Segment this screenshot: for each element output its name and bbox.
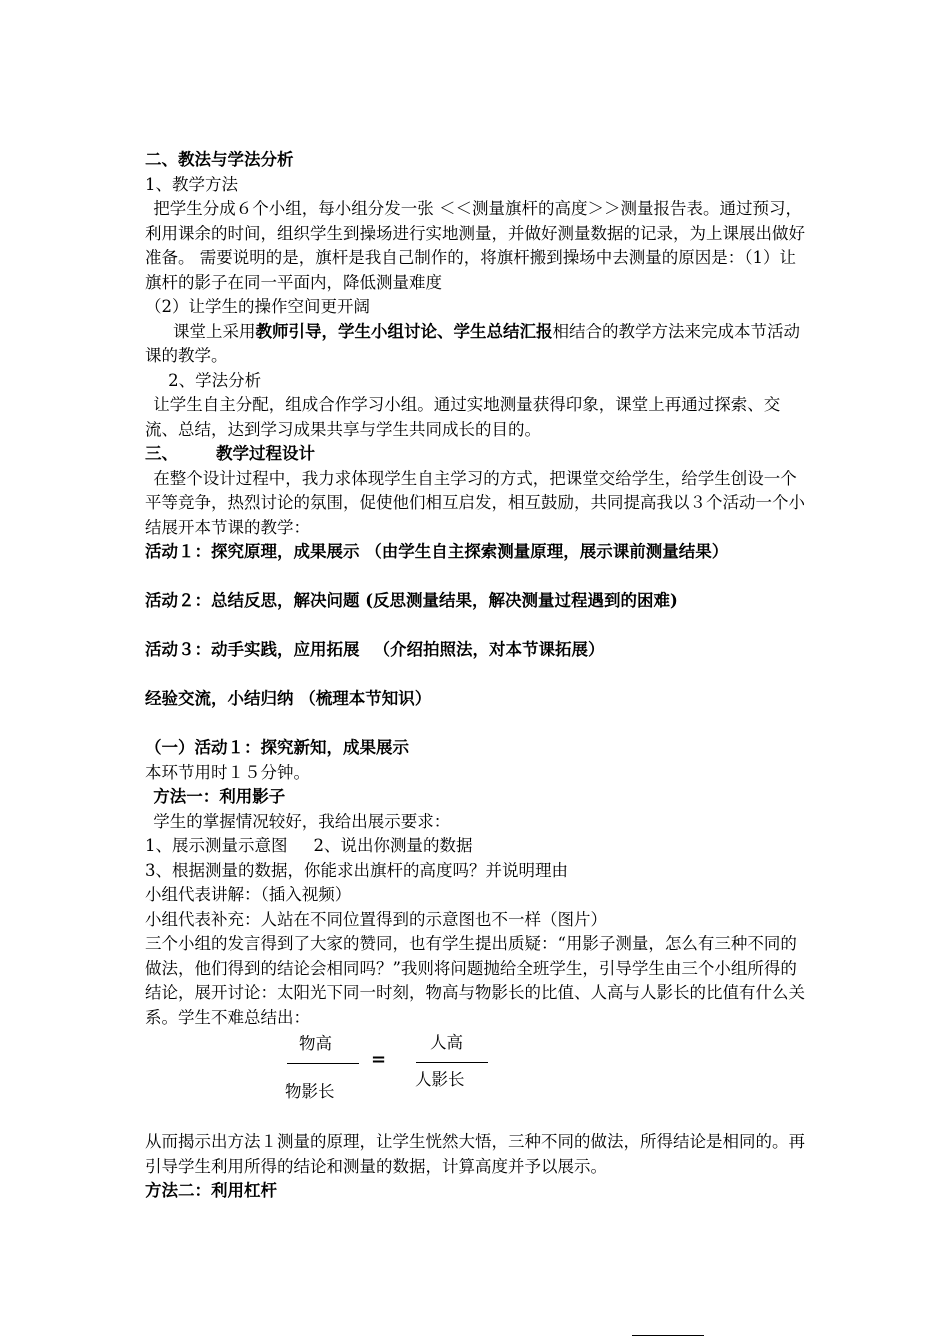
ratio-formula (145, 1030, 810, 1130)
paragraph-class-method (145, 320, 810, 369)
part1-heading: （一）活动１：探究新知，成果展示 (145, 738, 409, 757)
method2-title: 方法二：利用杠杆 (145, 1181, 277, 1200)
representative-explain: 小组代表讲解：（插入视频） (145, 885, 352, 904)
bold-methods: 教师引导，学生小组讨论、学生总结汇报 (255, 321, 553, 341)
text: 相结合的教学方法来完成本节活动课的教学。 (145, 321, 801, 365)
paragraph-grouping: 把学生分成６个小组，每小组分发一张 ＜＜测量旗杆的高度＞＞测量报告表。通过预习，利用课余的时间，组织学生到操场进行实地测量，并做好测量数据的记录，为上课展出做好准备。 需要说明的是，旗杆是我自己制作的，将旗杆搬到操场中去测量的原因是：（1）让旗杆的影子在同一平面内，降低测量难度 (145, 199, 805, 292)
document-body (145, 148, 810, 1204)
requirement-3: 3、根据测量的数据，你能求出旗杆的高度吗？并说明理由 (145, 860, 568, 880)
formula-right-fraction-bar (416, 1062, 488, 1063)
activity-2-line: 活动２：总结反思，解决问题 (反思测量结果，解决测量过程遇到的困难) (145, 591, 678, 610)
paragraph-point-2: （2）让学生的操作空间更开阔 (145, 297, 370, 316)
conclusion-paragraph: 从而揭示出方法１测量的原理，让学生恍然大悟，三种不同的做法，所得结论是相同的。再引导学生利用所得的结论和测量的数据，计算高度并予以展示。 (145, 1132, 805, 1176)
requirement-2: 2、说出你测量的数据 (313, 836, 473, 855)
formula-left-denominator: 物影长 (285, 1082, 335, 1101)
method1-title: 方法一：利用影子 (153, 787, 286, 806)
section-heading-teaching-analysis: 二、教法与学法分析 (145, 150, 294, 169)
requirement-1: 1、展示测量示意图 (145, 836, 288, 855)
heading-text: 教学过程设计 (216, 444, 315, 463)
activity-3-line: 活动３：动手实践，应用拓展 （介绍拍照法，对本节课拓展） (145, 640, 605, 659)
discussion-paragraph: 三个小组的发言得到了大家的赞同，也有学生提出质疑：“用影子测量，怎么有三种不同的做法，他们得到的结论会相同吗？”我则将问题抛给全班学生，引导学生由三个小组所得的结论，展开讨论：太阳光下同一时刻，物高与物影长的比值、人高与人影长的比值有什么关系。学生不难总结出： (145, 934, 805, 1027)
text: 课堂上采用 (173, 321, 256, 341)
heading-number: 三、 (145, 444, 178, 463)
activity-1-line: 活动１：探究原理，成果展示 （由学生自主探索测量原理，展示课前测量结果） (145, 542, 729, 561)
formula-right-denominator: 人影长 (415, 1070, 465, 1089)
subheading-teaching-method: 1、教学方法 (145, 174, 238, 194)
formula-left-numerator: 物高 (299, 1034, 332, 1053)
formula-equals: = (371, 1049, 387, 1070)
paragraph-process-intro: 在整个设计过程中，我力求体现学生自主学习的方式，把课堂交给学生，给学生创设一个平等竞争，热烈讨论的氛围，促使他们相互启发，相互鼓励，共同提高我以３个活动一个小结展开本节课的教学： (145, 468, 805, 537)
summary-line: 经验交流，小结归纳 （梳理本节知识） (145, 689, 432, 708)
formula-left-fraction-bar (287, 1063, 359, 1064)
section-heading-process (145, 442, 810, 467)
mastery-line: 学生的掌握情况较好，我给出展示要求： (153, 811, 451, 831)
formula-right-numerator: 人高 (430, 1033, 463, 1052)
subheading-learning-method: 2、学法分析 (168, 370, 262, 390)
paragraph-learning-method: 让学生自主分配，组成合作学习小组。通过实地测量获得印象，课堂上再通过探索、交流、总结，达到学习成果共享与学生共同成长的目的。 (145, 395, 781, 439)
representative-supplement: 小组代表补充：人站在不同位置得到的示意图也不一样（图片） (145, 909, 607, 929)
footer-rule (632, 1335, 704, 1336)
requirements-line (145, 834, 810, 859)
part1-duration: 本环节用时１５分钟。 (145, 762, 310, 782)
